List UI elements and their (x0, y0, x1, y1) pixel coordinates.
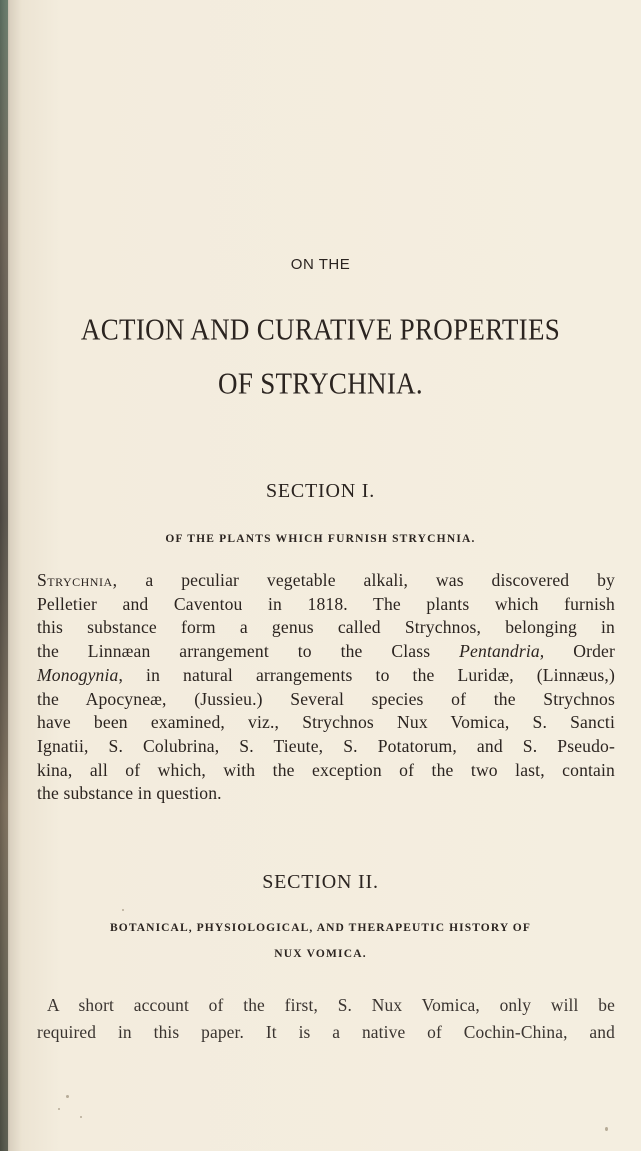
paper-speck (58, 1108, 60, 1110)
page-title-line-2: OF STRYCHNIA. (218, 365, 423, 401)
paragraph-line: have been examined, viz., Strychnos Nux Vomica, S. Sancti (37, 712, 615, 733)
paragraph-line: kina, all of which, with the exception of the two last, contain (37, 759, 615, 780)
pre-title: ON THE (290, 256, 351, 273)
class-name: Pentandria, (459, 641, 545, 662)
section-2-paragraph (37, 992, 615, 1046)
paper-speck (122, 909, 124, 911)
lead-word: Strychnia, (37, 570, 118, 590)
order-name: Monogynia (37, 664, 119, 685)
paragraph-line: Pelletier and Caventou in 1818. The plants which furnish (37, 593, 615, 614)
paragraph-line: this substance form a genus called Strychnos, belonging in (37, 617, 615, 638)
page-title-line-1: ACTION AND CURATIVE PROPERTIES (80, 311, 561, 347)
section-2-heading: SECTION II. (262, 871, 379, 893)
section-1-subheading: OF THE PLANTS WHICH FURNISH STRYCHNIA. (165, 533, 476, 545)
section-1-heading: SECTION I. (265, 480, 376, 502)
paragraph-line: Strychnia, a peculiar vegetable alkali, was discovered by (37, 570, 615, 590)
paper-speck (605, 1127, 608, 1131)
paragraph-line: A short account of the first, S. Nux Vomica, only will be (47, 995, 615, 1015)
paragraph-line: Ignatii, S. Colubrina, S. Tieute, S. Potatorum, and S. Pseudo- (37, 735, 615, 756)
section-1-paragraph (37, 569, 615, 806)
paragraph-line: the Linnæan arrangement to the Class Pentandria, Order (37, 641, 616, 662)
paper-speck (80, 1116, 82, 1118)
paragraph-line: the Apocyneæ, (Jussieu.) Several species of the Strychnos (37, 688, 615, 709)
paragraph-line: the substance in question. (37, 783, 222, 804)
paper-speck (66, 1095, 69, 1098)
section-2-subheading-line-1: BOTANICAL, PHYSIOLOGICAL, AND THERAPEUTIC HISTORY OF (110, 922, 531, 934)
paragraph-line: Monogynia, in natural arrangements to the Luridæ, (Linnæus,) (37, 664, 615, 685)
section-2-subheading-line-2: NUX VOMICA. (274, 948, 367, 960)
page-binding-edge (0, 0, 8, 1151)
paragraph-line: required in this paper. It is a native of Cochin-China, and (37, 1022, 615, 1042)
